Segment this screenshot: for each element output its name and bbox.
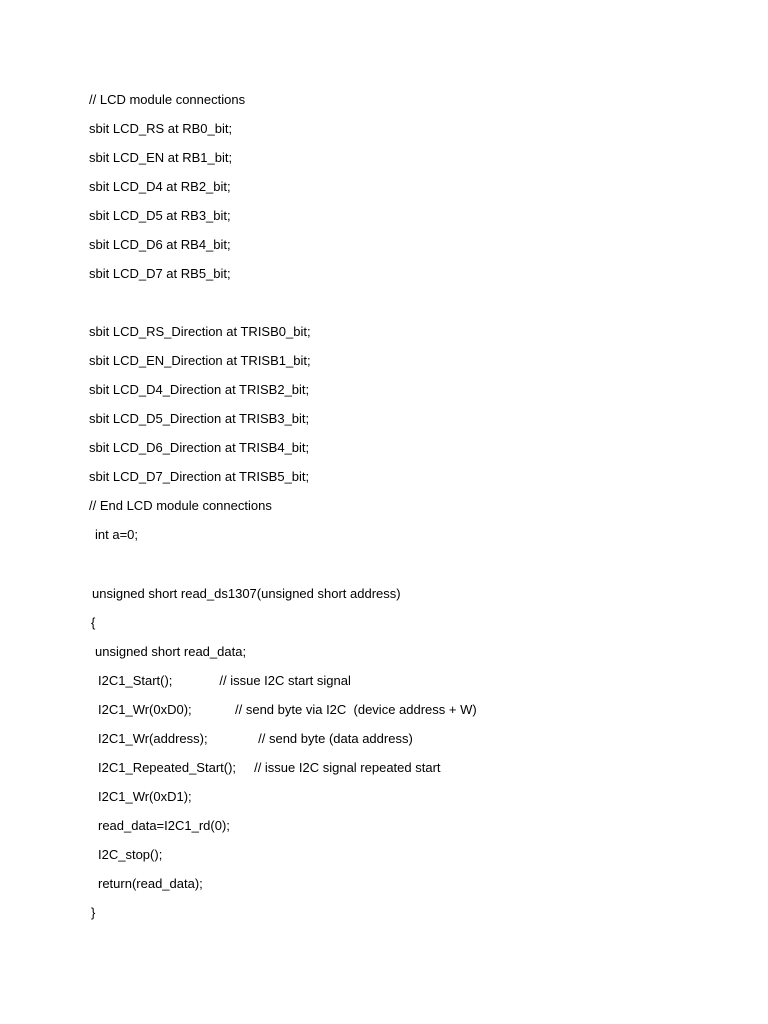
code-line-return: return(read_data);	[98, 876, 203, 891]
code-line-i2c-start: I2C1_Start(); // issue I2C start signal	[98, 673, 351, 688]
code-line-i2c-write-device: I2C1_Wr(0xD0); // send byte via I2C (device address + W)	[98, 702, 477, 717]
code-line-lcd-d5-direction: sbit LCD_D5_Direction at TRISB3_bit;	[89, 411, 310, 426]
code-line-lcd-en: sbit LCD_EN at RB1_bit;	[89, 150, 233, 165]
code-line-i2c-stop: I2C_stop();	[98, 847, 163, 862]
code-line-lcd-d6: sbit LCD_D6 at RB4_bit;	[89, 237, 231, 252]
code-line-i2c-repeated-start: I2C1_Repeated_Start(); // issue I2C signal repeated start	[98, 760, 441, 775]
code-line-local-variable: unsigned short read_data;	[95, 644, 247, 659]
code-line-lcd-en-direction: sbit LCD_EN_Direction at TRISB1_bit;	[89, 353, 311, 368]
code-line-lcd-d7-direction: sbit LCD_D7_Direction at TRISB5_bit;	[89, 469, 310, 484]
code-line-open-brace: {	[91, 615, 96, 630]
code-line-i2c-write-read: I2C1_Wr(0xD1);	[98, 789, 192, 804]
code-line-i2c-write-address: I2C1_Wr(address); // send byte (data address)	[98, 731, 413, 746]
code-line-lcd-rs-direction: sbit LCD_RS_Direction at TRISB0_bit;	[89, 324, 311, 339]
code-line-function-signature: unsigned short read_ds1307(unsigned short address)	[92, 586, 401, 601]
code-line-lcd-rs: sbit LCD_RS at RB0_bit;	[89, 121, 233, 136]
code-line-lcd-d5: sbit LCD_D5 at RB3_bit;	[89, 208, 231, 223]
code-line-lcd-d4: sbit LCD_D4 at RB2_bit;	[89, 179, 231, 194]
code-comment-end-lcd-connections: // End LCD module connections	[89, 498, 272, 513]
code-line-lcd-d7: sbit LCD_D7 at RB5_bit;	[89, 266, 231, 281]
code-line-read-data: read_data=I2C1_rd(0);	[98, 818, 230, 833]
code-line-close-brace: }	[91, 905, 96, 920]
code-line-lcd-d4-direction: sbit LCD_D4_Direction at TRISB2_bit;	[89, 382, 310, 397]
code-line-int-declaration: int a=0;	[95, 527, 139, 542]
code-line-lcd-d6-direction: sbit LCD_D6_Direction at TRISB4_bit;	[89, 440, 310, 455]
code-comment-lcd-connections: // LCD module connections	[89, 92, 246, 107]
